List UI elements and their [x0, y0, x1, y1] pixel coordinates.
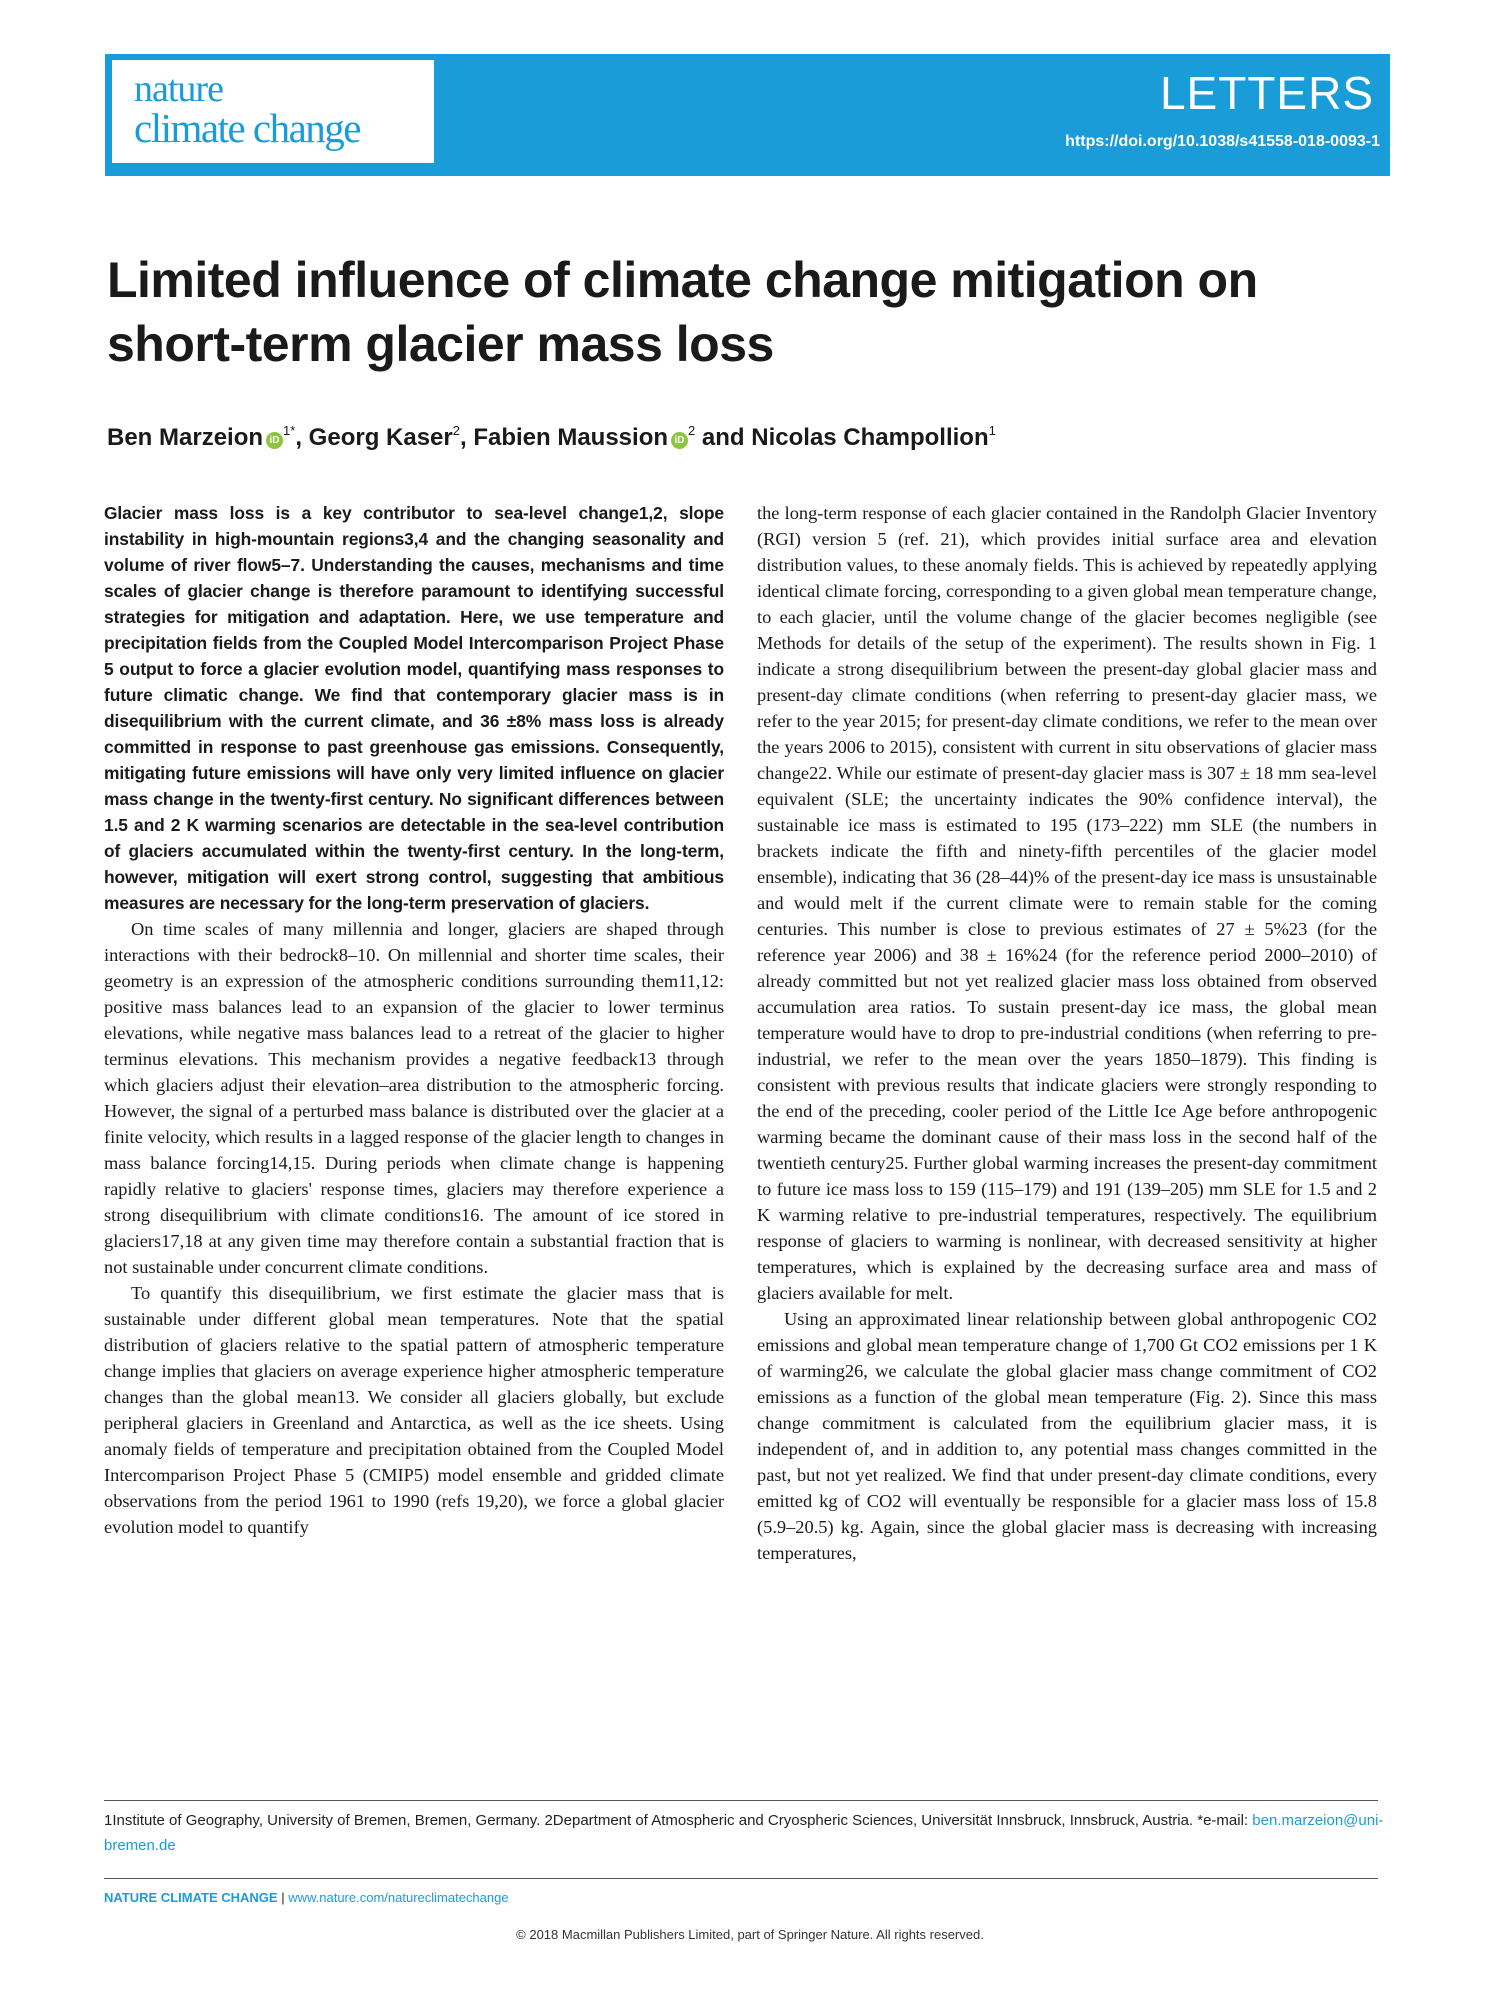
- orcid-icon[interactable]: iD: [671, 432, 688, 449]
- author-affiliation-mark: 1*: [283, 423, 296, 438]
- author-name: Georg Kaser: [308, 424, 453, 451]
- doi-link[interactable]: https://doi.org/10.1038/s41558-018-0093-1: [1065, 133, 1380, 150]
- author-name: Fabien Maussion: [473, 424, 669, 451]
- section-label: LETTERS: [1159, 67, 1374, 119]
- footer-journal: [104, 1890, 509, 1905]
- body-paragraph: the long-term response of each glacier contained in the Randolph Glacier Inventory (RGI) version 5 (ref. 21), which provides initial surface area and elevation distribution values, to these anomaly fields. This is achieved by repeatedly applying identical climate forcing, corresponding to a given global mean temperature change, to each glacier, until the volume change of the glacier becomes negligible (see Methods for details of the setup of the experiment). The results shown in Fig. 1 indicate a strong disequilibrium between the present-day global glacier mass and present-day climate conditions (when referring to present-day glacier mass, we refer to the year 2015; for present-day climate conditions, we refer to the mean over the years 2006 to 2015), consistent with current in situ observations of glacier mass change22. While our estimate of present-day glacier mass is 307 ± 18 mm sea-level equivalent (SLE; the uncertainty indicates the 90% confidence interval), the sustainable ice mass is estimated to 195 (173–222) mm SLE (the numbers in brackets indicate the fifth and ninety-fifth percentiles of the glacier model ensemble), indicating that 36 (28–44)% of the present-day ice mass is unsustainable and would melt if the current climate were to remain stable for the coming centuries. This number is close to previous estimates of 27 ± 5%23 (for the reference year 2006) and 38 ± 16%24 (for the reference period 2000–2010) of already committed but not yet realized glacier mass loss obtained from observed accumulation area ratios. To sustain present-day ice mass, the global mean temperature would have to drop to pre-industrial conditions (when referring to pre-industrial, we refer to the mean over the years 1850–1879). This finding is consistent with previous results that indicate glaciers were strongly responding to the end of the preceding, cooler period of the Little Ice Age before anthropogenic warming became the dominant cause of their mass loss in the second half of the twentieth century25. Further global warming increases the present-day commitment to future ice mass loss to 159 (115–179) and 191 (139–205) mm SLE for 1.5 and 2 K warming relative to pre-industrial temperatures, respectively. The equilibrium response of glaciers to warming is nonlinear, with decreased sensitivity at higher temperatures, which is explained by the decreasing surface area and mass of glaciers available for melt.: [757, 503, 1377, 1303]
- author-name: Ben Marzeion: [107, 424, 264, 451]
- copyright-notice: © 2018 Macmillan Publishers Limited, part of Springer Nature. All rights reserved.: [516, 1927, 984, 1942]
- journal-logo-line2: climate change: [134, 105, 361, 151]
- body-paragraph: To quantify this disequilibrium, we first estimate the glacier mass that is sustainable under different global mean temperatures. Note that the spatial distribution of glaciers relative to the spatial pattern of atmospheric temperature change implies that glaciers on average experience higher atmospheric temperature changes than the global mean13. We consider all glaciers globally, but exclude peripheral glaciers in Greenland and Antarctica, as well as the ice sheets. Using anomaly fields of temperature and precipitation obtained from the Coupled Model Intercomparison Project Phase 5 (CMIP5) model ensemble and gridded climate observations from the period 1961 to 1990 (refs 19,20), we force a global glacier evolution model to quantify: [104, 1283, 724, 1537]
- footnote-divider: [104, 1800, 1378, 1801]
- author-name: Nicolas Champollion: [751, 424, 989, 451]
- article-title: Limited influence of climate change mitigation on short-term glacier mass loss: [107, 252, 1258, 372]
- orcid-icon[interactable]: iD: [266, 432, 283, 449]
- author-separator: ,: [459, 424, 474, 451]
- right-column: [757, 500, 1377, 1566]
- author-affiliation-mark: 2: [688, 423, 696, 438]
- affiliations-text: 1Institute of Geography, University of Bremen, Bremen, Germany. 2Department of Atmospheric and Cryospheric Sciences, Universität Innsbruck, Innsbruck, Austria. *e-mail:: [104, 1812, 1249, 1829]
- author-list: [107, 424, 996, 450]
- author-email-link[interactable]: ben.marzeion@uni-bremen.de: [104, 1812, 1384, 1854]
- footer-journal-name: NATURE CLIMATE CHANGE: [104, 1890, 278, 1905]
- author-affiliation-mark: 2: [452, 423, 460, 438]
- author-separator: ,: [295, 424, 309, 451]
- journal-logo-line1: nature: [134, 68, 223, 110]
- body-paragraph: Using an approximated linear relationship between global anthropogenic CO2 emissions and global mean temperature change of 1,700 Gt CO2 emissions per 1 K of warming26, we calculate the global glacier mass change commitment of CO2 emissions as a function of the global mean temperature (Fig. 2). Since this mass change commitment is calculated from the equilibrium glacier mass, it is independent of, and in addition to, any potential mass changes committed in the past, but not yet realized. We find that under present-day climate conditions, every emitted kg of CO2 will eventually be responsible for a glacier mass loss of 15.8 (5.9–20.5) kg. Again, since the global glacier mass is decreasing with increasing temperatures,: [757, 1309, 1377, 1563]
- author-separator: and: [695, 424, 752, 451]
- footer-separator: |: [277, 1890, 289, 1905]
- affiliations-footnote: [104, 1808, 1384, 1858]
- body-paragraph: On time scales of many millennia and longer, glaciers are shaped through interactions with their bedrock8–10. On millennial and shorter time scales, their geometry is an expression of the atmospheric conditions surrounding them11,12: positive mass balances lead to an expansion of the glacier to lower terminus elevations, while negative mass balances lead to a retreat of the glacier to higher terminus elevations. This mechanism provides a negative feedback13 through which glaciers adjust their elevation–area distribution to the atmospheric forcing. However, the signal of a perturbed mass balance is distributed over the glacier at a finite velocity, which results in a lagged response of the glacier length to changes in mass balance forcing14,15. During periods when climate change is happening rapidly relative to glaciers' response times, glaciers may therefore experience a strong disequilibrium with climate conditions16. The amount of ice stored in glaciers17,18 at any given time may therefore contain a substantial fraction that is not sustainable under concurrent climate conditions.: [104, 919, 724, 1277]
- abstract: Glacier mass loss is a key contributor to sea-level change1,2, slope instability in high-mountain regions3,4 and the changing seasonality and volume of river flow5–7. Understanding the causes, mechanisms and time scales of glacier change is therefore paramount to identifying successful strategies for mitigation and adaptation. Here, we use temperature and precipitation fields from the Coupled Model Intercomparison Project Phase 5 output to force a glacier evolution model, quantifying mass responses to future climatic change. We find that contemporary glacier mass is in disequilibrium with the current climate, and 36 ±8% mass loss is already committed in response to past greenhouse gas emissions. Consequently, mitigating future emissions will have only very limited influence on glacier mass change in the twenty-first century. No significant differences between 1.5 and 2 K warming scenarios are detectable in the sea-level contribution of glaciers accumulated within the twenty-first century. In the long-term, however, mitigation will exert strong control, suggesting that ambitious measures are necessary for the long-term preservation of glaciers.: [104, 503, 724, 913]
- footer-journal-url[interactable]: www.nature.com/natureclimatechange: [288, 1890, 509, 1905]
- left-column: [104, 500, 724, 1540]
- footer-divider: [104, 1878, 1378, 1879]
- author-affiliation-mark: 1: [988, 423, 996, 438]
